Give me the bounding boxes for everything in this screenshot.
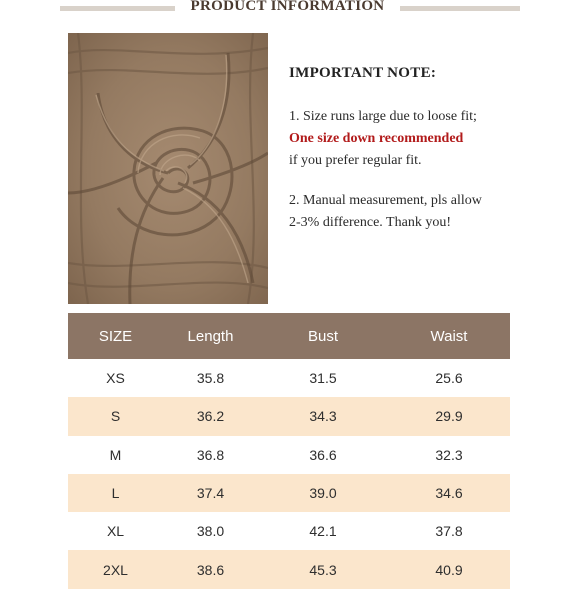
important-note <box>289 65 559 234</box>
cell-length: 38.0 <box>196 523 225 540</box>
table-row <box>68 359 510 397</box>
table-row <box>68 550 510 588</box>
fabric-swirl-illustration <box>68 33 268 304</box>
cell-bust: 36.6 <box>309 446 337 463</box>
note-heading: IMPORTANT NOTE: <box>289 65 437 81</box>
table-header-row <box>68 313 510 359</box>
size-chart-table <box>68 313 510 589</box>
cell-waist: 29.9 <box>435 408 463 425</box>
cell-size: 2XL <box>103 561 128 578</box>
header-size: SIZE <box>98 327 133 345</box>
cell-waist: 34.6 <box>435 485 463 502</box>
cell-length: 35.8 <box>196 370 225 387</box>
cell-size: L <box>111 485 120 502</box>
cell-waist: 32.3 <box>435 446 463 463</box>
cell-length: 38.6 <box>196 561 225 578</box>
table-row <box>68 397 510 435</box>
table-row <box>68 512 510 550</box>
cell-length: 36.8 <box>196 446 225 463</box>
cell-size: M <box>109 446 122 463</box>
cell-bust: 34.3 <box>309 408 337 425</box>
note-recommendation: One size down recommended <box>289 131 464 146</box>
cell-size: XS <box>106 370 125 387</box>
table-row <box>68 436 510 474</box>
note-line-5: 2-3% difference. Thank you! <box>289 215 451 230</box>
cell-waist: 37.8 <box>435 523 463 540</box>
cell-size: S <box>110 408 121 425</box>
note-line-4: 2. Manual measurement, pls allow <box>289 193 482 208</box>
page-title: PRODUCT INFORMATION <box>190 0 385 14</box>
cell-bust: 45.3 <box>309 561 337 578</box>
cell-bust: 42.1 <box>309 523 337 540</box>
header <box>0 0 580 20</box>
cell-bust: 39.0 <box>309 485 337 502</box>
header-divider-right <box>400 6 520 11</box>
table-row <box>68 474 510 512</box>
fabric-swatch-image <box>68 33 268 304</box>
header-bust: Bust <box>307 327 338 345</box>
cell-length: 37.4 <box>196 485 225 502</box>
cell-bust: 31.5 <box>309 370 337 387</box>
note-line-3: if you prefer regular fit. <box>289 153 422 168</box>
cell-size: XL <box>106 523 125 540</box>
header-divider-left <box>60 6 175 11</box>
cell-length: 36.2 <box>196 408 225 425</box>
header-length: Length <box>187 327 234 345</box>
note-line-1: 1. Size runs large due to loose fit; <box>289 109 477 124</box>
cell-waist: 40.9 <box>435 561 463 578</box>
header-waist: Waist <box>430 327 468 345</box>
cell-waist: 25.6 <box>435 370 463 387</box>
